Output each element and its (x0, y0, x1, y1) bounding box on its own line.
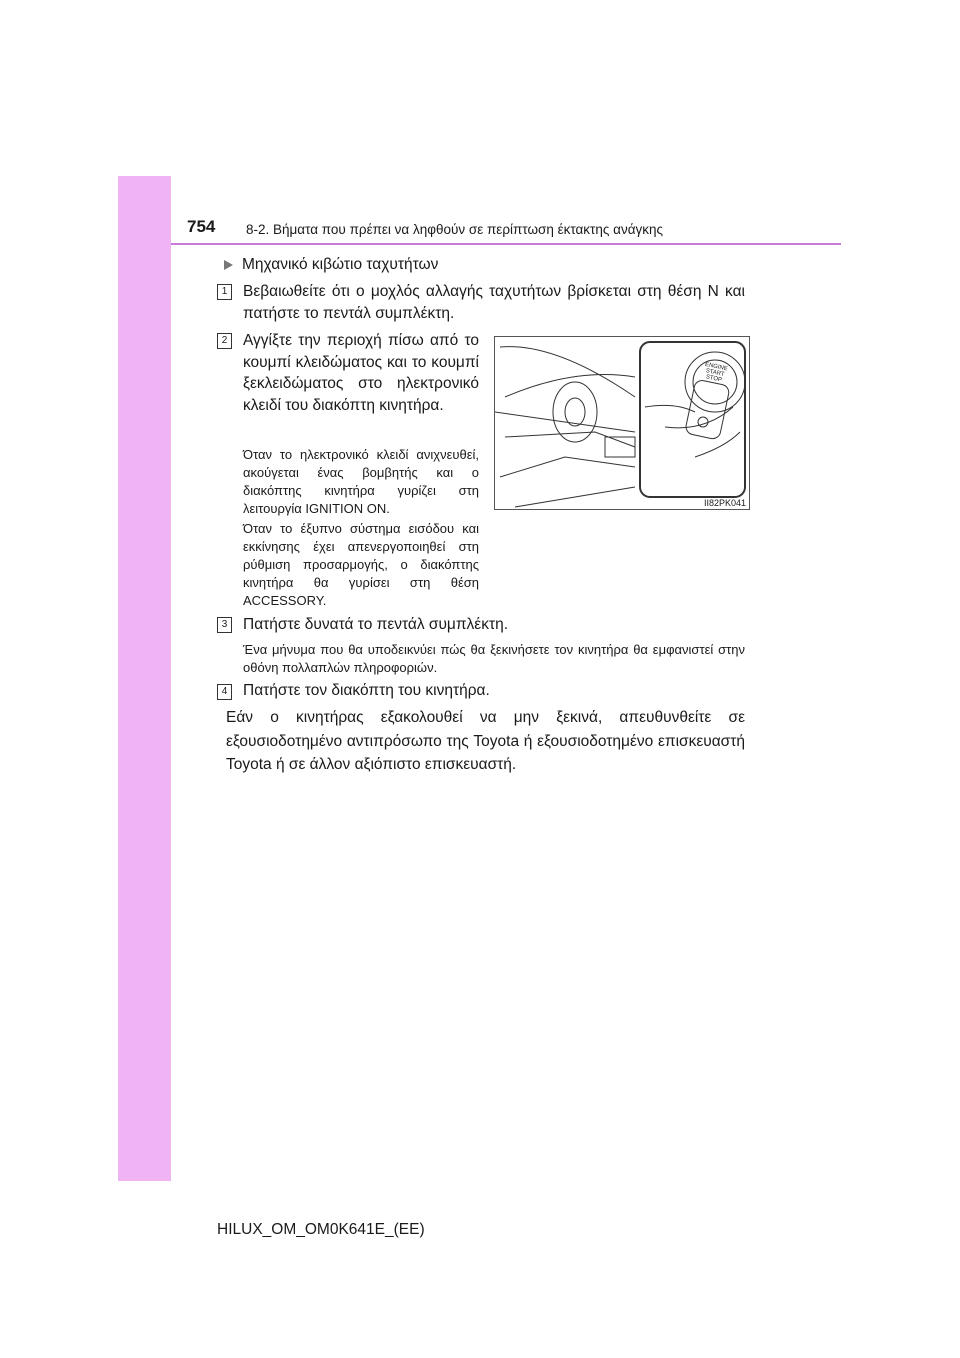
step-number: 4 (217, 684, 232, 700)
document-code: HILUX_OM_OM0K641E_(EE) (217, 1221, 425, 1238)
engine-button-label: ENGINE START STOP (704, 361, 729, 384)
subheading: Μηχανικό κιβώτιο ταχυτήτων (242, 256, 439, 273)
page-number: 754 (187, 217, 216, 236)
step-text: Πατήστε τον διακόπτη του κινητήρα. (243, 682, 490, 699)
step-text: Αγγίξτε την περιοχή πίσω από το κουμπί κλειδώματος και το κουμπί ξεκλειδώματος στο ηλεκτρονικό κλειδί του διακόπτη κινητήρα. (243, 332, 479, 414)
triangle-bullet-icon (224, 260, 233, 270)
step-note: Όταν το έξυπνο σύστημα εισόδου και εκκίνησης έχει απενεργοποιηθεί στη ρύθμιση προσαρμογής, ο διακόπτης κινητήρα θα γυρίσει στη θέση ACCESSORY. (243, 521, 479, 608)
engine-start-illustration (494, 336, 750, 510)
header-divider (171, 243, 841, 245)
step-number: 1 (217, 284, 232, 300)
step-note: Όταν το ηλεκτρονικό κλειδί ανιχνευθεί, ακούγεται ένας βομβητής και ο διακόπτης κινητήρα γυρίζει στη λειτουργία IGNITION ON. (243, 447, 479, 516)
step-number: 2 (217, 333, 232, 349)
step-text: Πατήστε δυνατά το πεντάλ συμπλέκτη. (243, 616, 509, 633)
step-text: Βεβαιωθείτε ότι ο μοχλός αλλαγής ταχυτήτων βρίσκεται στη θέση N και πατήστε το πεντάλ συμπλέκτη. (243, 283, 745, 322)
section-tab-bar (118, 176, 171, 1181)
step-note: Ένα μήνυμα που θα υποδεικνύει πώς θα ξεκινήσετε τον κινητήρα θα εμφανιστεί στην οθόνη πολλαπλών πληροφοριών. (243, 642, 745, 675)
section-title: 8-2. Βήματα που πρέπει να ληφθούν σε περίπτωση έκτακτης ανάγκης (246, 222, 664, 237)
closing-paragraph: Εάν ο κινητήρας εξακολουθεί να μην ξεκινά, απευθυνθείτε σε εξουσιοδοτημένο αντιπρόσωπο της Toyota ή εξουσιοδοτημένο επισκευαστή Toyota ή σε άλλον αξιόπιστο επισκευαστή. (226, 709, 745, 773)
step-number: 3 (217, 617, 232, 633)
figure-code: II82PK041 (703, 498, 746, 508)
